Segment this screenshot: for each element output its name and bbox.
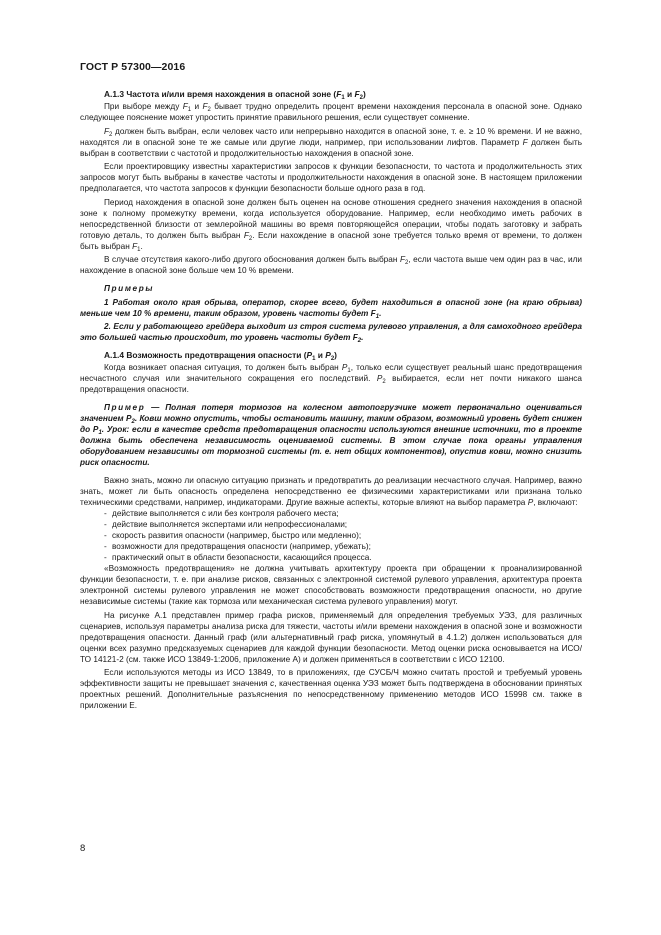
paragraph: В случае отсутствия какого-либо другого обоснования должен быть выбран $F_2$, если частота выше чем один раз в час, или нахождение в опасной зоне больше чем 10 % времени. bbox=[80, 255, 582, 275]
paragraph: При выборе между $F_1$ и $F_2$ бывает трудно определить процент времени нахождения персонала в опасной зоне. Однако следующее пояснение может упростить принятие правильного решения, если существует сомнение. bbox=[80, 102, 583, 122]
section-heading-a14: А.1.4 Возможность предотвращения опасности ($P_1$ и $P_2$) bbox=[104, 350, 337, 362]
list-item: - действие выполняется экспертами или непрофессионалами; bbox=[104, 519, 582, 530]
paragraph: Период нахождения в опасной зоне должен быть оценен на основе отношения среднего значения нахождения в опасной зоне к полному промежутку времени, когда используется оборудование. Например, если необходимо иметь рабочих в непосредственной близости от землеройной машины во время повторяющейся операции, чтобы подать заготовку и забрать готовую деталь, то должен быть выбран $F_2$. Если нахождение в опасной зоне требуется только время от времени, то должен быть выбран $F_1$. bbox=[80, 197, 582, 253]
paragraph: На рисунке А.1 представлен пример графа рисков, применяемый для определения требуемых УЭЗ, для различных сценариев, используя параметры анализа риска для тяжести, частоты и/или времени нахождения в опасной зоне и возможности предотвращения опасности. Данный граф (или альтернативный граф риска, упомянутый в 4.1.2) должен использоваться для оценки всех разумно предсказуемых сценариев для каждой функции безопасности. Метод оценки риска основывается на ИСО/ТО 14121-2 (см. также ИСО 13849-1:2006, приложение А) и должен применяться в соответствии с ИСО 12100. bbox=[80, 610, 582, 664]
standard-header: ГОСТ Р 57300—2016 bbox=[80, 61, 186, 73]
example-2: 2. Если у работающего грейдера выходит из строя система рулевого управления, а для самоходного грейдера это большей частью происходит, то уровень частоты будет $F_2$. bbox=[80, 322, 582, 344]
main-content bbox=[80, 89, 582, 711]
list-item: - скорость развития опасности (например, быстро или медленно); bbox=[104, 530, 582, 541]
paragraph: Если используются методы из ИСО 13849, то в приложениях, где СУСБ/Ч можно считать простой и требуемый уровень эффективности защиты не превышает значения c, качественная оценка УЭЗ может быть подтверждена в обосновании принятых проектных решений. Дополнительные разъяснения по непосредственному применению методов ИСО 15998 см. также в приложении Е. bbox=[80, 668, 582, 710]
example-1: 1 Работая около края обрыва, оператор, скорее всего, будет находиться в опасной зоне (на краю обрыва) меньше чем 10 % времени, таким образом, уровень частоты будет $F_1$. bbox=[80, 297, 582, 320]
list-item: - практический опыт в области безопасности, касающийся процесса. bbox=[104, 552, 582, 563]
paragraph: Когда возникает опасная ситуация, то должен быть выбран $P_1$, только если существует реальный шанс предотвращения несчастного случая или значительного сокращения его последствий. $P_2$ выбирается, если нет почти никакого шанса предотвращения опасности. bbox=[80, 363, 583, 394]
aspects-list bbox=[80, 508, 582, 563]
example-block: Пример — Полная потеря тормозов на колесном автопогрузчике может первоначально оцениваться значением $P_2$. Ковш можно опустить, чтобы остановить машину, таким образом, возможный уровень будет снижен до $P_1$. Урок: если в качестве средств предотвращения опасности используются внешние источники, то в проекте должна быть обеспечена независимость оцениваемой системы. В этом случае пока органы управления оборудованием независимы от тормозной системы (т. е. нет общих компонентов), опустив ковш, можно снизить риск опасности. bbox=[80, 403, 582, 467]
paragraph: $F_2$ должен быть выбран, если человек часто или непрерывно находится в опасной зоне, т. е. ≥ 10 % времени. И не важно, находятся ли в опасной зоне те же самые или другие люди, например, при использовании лифтов. Параметр F должен быть выбран в соответствии с частотой и продолжительностью нахождения в опасной зоне. bbox=[80, 126, 583, 158]
section-heading-a13: А.1.3 Частота и/или время нахождения в опасной зоне ($F_1$ и $F_2$) bbox=[104, 89, 366, 101]
paragraph: «Возможность предотвращения» не должна учитывать архитектуру проекта при обращении к проанализированной функции безопасности, т. е. при анализе рисков, связанных с электронной системой рулевого управления, архитектура проекта электронной системы рулевого управления не может способствовать возможности предотвращения опасности, но другие независимые системы (такие как тормоза или механическая система рулевого управления) могут. bbox=[80, 564, 582, 606]
list-item: - действие выполняется с или без контроля рабочего места; bbox=[104, 508, 582, 519]
examples-heading: Примеры bbox=[104, 284, 154, 293]
paragraph: Если проектировщику известны характеристики запросов к функции безопасности, то частота и продолжительность этих запросов могут быть выбраны в качестве частоты и продолжительности нахождения в опасной зоне. В настоящем приложении предполагается, что частота запросов к функции безопасности больше одного раза в год. bbox=[80, 162, 582, 193]
list-item: - возможности для предотвращения опасности (например, убежать); bbox=[104, 541, 582, 552]
page-number: 8 bbox=[80, 843, 86, 854]
paragraph: Важно знать, можно ли опасную ситуацию признать и предотвратить до реализации несчастного случая. Например, важно знать, может ли быть опасность определена непосредственно ее физическими характеристиками или признана только техническими средствами, например, индикаторами. Другие важные аспекты, которые влияют на выбор параметра P, включают: bbox=[80, 476, 582, 507]
